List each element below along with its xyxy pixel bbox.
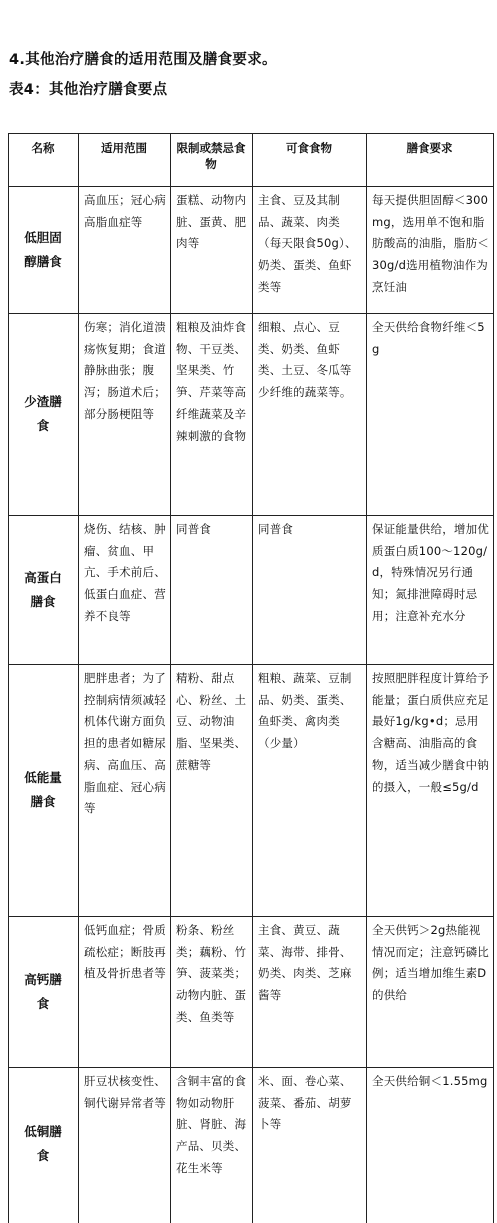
cell-allowed: 细粮、点心、豆类、奶类、鱼虾类、土豆、冬瓜等少纤维的蔬菜等。 [258,320,352,400]
column-divider [170,133,171,1223]
row-divider [8,664,493,665]
cell-scope: 肥胖患者；为了控制病情须减轻机体代谢方面负担的患者如糖尿病、高血压、高脂血症、冠心病等 [84,671,166,816]
cell-scope: 伤寒；消化道溃疡恢复期；食道静脉曲张；腹泻；肠道术后；部分肠梗阻等 [84,320,166,421]
cell-allowed: 同普食 [258,522,294,536]
row-divider [8,916,493,917]
table-title: 表4：其他治疗膳食要点 [9,82,168,98]
cell-scope: 烧伤、结核、肿瘤、贫血、甲亢、手术前后、低蛋白血症、营养不良等 [84,522,166,623]
cell-allowed: 粗粮、蔬菜、豆制品、奶类、蛋类、鱼虾类、禽肉类（少量） [258,671,352,751]
table-row-name [8,313,78,515]
cell-restricted: 同普食 [176,522,212,536]
row-divider [8,313,493,314]
row-divider [8,133,493,134]
diet-name: 低能量膳食 [24,770,62,809]
cell-allowed: 主食、黄豆、蔬菜、海带、排骨、奶类、肉类、芝麻酱等 [258,923,352,1003]
column-divider [493,133,494,1223]
cell-requirements: 全天供给食物纤维＜5g [372,320,485,356]
cell-restricted: 精粉、甜点心、粉丝、土豆、动物油脂、坚果类、蔗糖等 [176,671,247,772]
cell-scope: 高血压；冠心病 高脂血症等 [84,193,166,229]
row-divider [8,515,493,516]
table-row-name [8,515,78,664]
table-row-name [8,916,78,1067]
column-divider [78,133,79,1223]
cell-restricted: 蛋糕、动物内脏、蛋黄、肥肉等 [176,193,247,251]
column-divider [366,133,367,1223]
header-requirements: 膳食要求 [406,141,453,155]
row-divider [8,186,493,187]
diet-name: 少渣膳食 [24,394,62,433]
cell-requirements: 每天提供胆固醇＜300mg，选用单不饱和脂肪酸高的油脂，脂肪＜30g/d选用植物油作为烹饪油 [372,193,489,294]
diet-name: 高钙膳食 [24,971,62,1011]
cell-requirements: 全天供给铜＜1.55mg [372,1074,488,1088]
column-divider [252,133,253,1223]
cell-requirements: 保证能量供给，增加优质蛋白质100～120g/d，特殊情况另行通知；氮排泄障碍时忌用；注意补充水分 [372,522,489,623]
table-row-name [8,664,78,916]
table-row-name [8,186,78,313]
diet-name: 低胆固醇膳食 [24,229,62,269]
row-divider [8,1067,493,1068]
diet-name: 低铜膳食 [24,1124,62,1163]
cell-requirements: 全天供钙＞2g热能视情况而定；注意钙磷比例；适当增加维生素D的供给 [372,923,489,1003]
header-allowed: 可食食物 [286,141,332,155]
cell-allowed: 米、面、卷心菜、菠菜、番茄、胡萝卜等 [258,1074,352,1132]
cell-restricted: 含铜丰富的食物如动物肝脏、肾脏、海产品、贝类、花生米等 [176,1074,247,1175]
diet-name: 高蛋白膳食 [24,569,62,609]
table-row-name [8,1067,78,1221]
cell-scope: 低钙血症；骨质疏松症；断肢再植及骨折患者等 [84,923,166,981]
header-scope: 适用范围 [101,141,147,155]
cell-requirements: 按照肥胖程度计算给予能量；蛋白质供应充足最好1g/kg•d；忌用含糖高、油脂高的食物，适当减少膳食中钠的摄入，一般≤5g/d [372,671,489,794]
header-name: 名称 [31,141,55,155]
cell-scope: 肝豆状核变性、铜代谢异常者等 [84,1074,166,1110]
cell-allowed: 主食、豆及其制品、蔬菜、肉类（每天限食50g）、奶类、蛋类、鱼虾类等 [258,193,357,294]
header-restricted: 限制或禁忌食物 [176,141,246,171]
cell-restricted: 粗粮及油炸食物、干豆类、坚果类、竹笋、芹菜等高纤维蔬菜及辛辣刺激的食物 [176,320,247,443]
section-title: 4.其他治疗膳食的适用范围及膳食要求。 [9,52,277,68]
cell-restricted: 粉条、粉丝类；藕粉、竹笋、菠菜类；动物内脏、蛋类、鱼类等 [176,923,247,1024]
